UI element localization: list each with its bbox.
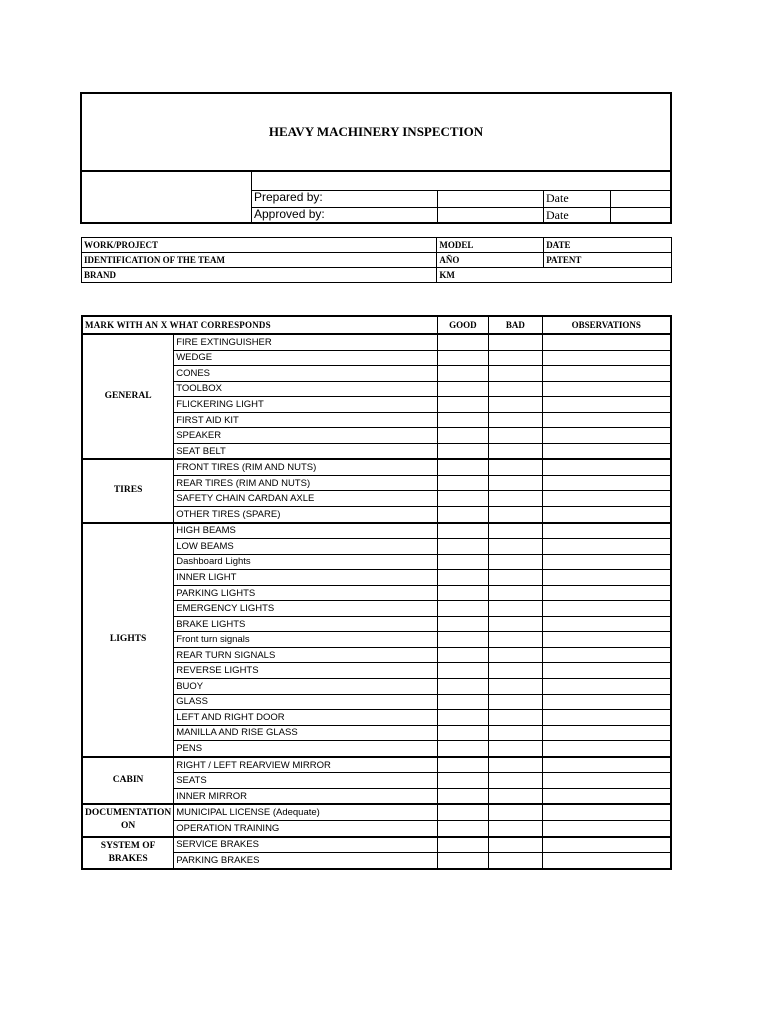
good-cell[interactable] — [437, 710, 489, 726]
bad-cell[interactable] — [489, 741, 542, 757]
category-name: GENERAL — [104, 391, 152, 402]
bad-cell[interactable] — [489, 570, 542, 586]
bad-cell[interactable] — [489, 523, 542, 539]
team-id-label: IDENTIFICATION OF THE TEAM — [82, 253, 437, 268]
observations-cell[interactable] — [542, 507, 671, 523]
category-label — [82, 459, 174, 522]
observations-cell[interactable] — [542, 334, 671, 350]
bad-header: BAD — [489, 316, 542, 334]
good-cell[interactable] — [437, 773, 489, 789]
year-label: AÑO — [437, 253, 544, 268]
observations-header: OBSERVATIONS — [542, 316, 671, 334]
good-cell[interactable] — [437, 679, 489, 695]
item-label: BRAKE LIGHTS — [174, 616, 437, 632]
category-label — [82, 804, 174, 836]
item-label: LEFT AND RIGHT DOOR — [174, 710, 437, 726]
bad-cell[interactable] — [489, 853, 542, 869]
observations-cell[interactable] — [542, 539, 671, 555]
bad-cell[interactable] — [489, 381, 542, 397]
category-name: TIRES — [113, 485, 143, 496]
bad-cell[interactable] — [489, 585, 542, 601]
observations-cell[interactable] — [542, 694, 671, 710]
item-label: Front turn signals — [174, 632, 437, 648]
category-name: LIGHTS — [109, 634, 147, 645]
category-label — [82, 837, 174, 869]
item-label: SPEAKER — [174, 428, 437, 444]
good-cell[interactable] — [437, 570, 489, 586]
good-cell[interactable] — [437, 366, 489, 382]
observations-cell[interactable] — [542, 428, 671, 444]
divider — [437, 190, 438, 222]
good-cell[interactable] — [437, 616, 489, 632]
category-name-line2: BRAKES — [108, 853, 148, 864]
good-cell[interactable] — [437, 334, 489, 350]
bad-cell[interactable] — [489, 757, 542, 773]
good-cell[interactable] — [437, 491, 489, 507]
observations-cell[interactable] — [542, 804, 671, 820]
good-cell[interactable] — [437, 412, 489, 428]
checklist-row — [82, 459, 671, 475]
info-table — [81, 237, 672, 283]
good-cell[interactable] — [437, 632, 489, 648]
bad-cell[interactable] — [489, 804, 542, 820]
divider — [610, 190, 611, 222]
observations-cell[interactable] — [542, 523, 671, 539]
good-cell[interactable] — [437, 820, 489, 836]
good-cell[interactable] — [437, 475, 489, 491]
bad-cell[interactable] — [489, 350, 542, 366]
observations-cell[interactable] — [542, 632, 671, 648]
patent-label: PATENT — [544, 253, 672, 268]
good-cell[interactable] — [437, 694, 489, 710]
observations-cell[interactable] — [542, 741, 671, 757]
divider — [82, 170, 670, 172]
good-header: GOOD — [437, 316, 489, 334]
item-label: TOOLBOX — [174, 381, 437, 397]
observations-cell[interactable] — [542, 725, 671, 741]
category-name: SYSTEM OF — [100, 840, 156, 851]
bad-cell[interactable] — [489, 632, 542, 648]
good-cell[interactable] — [437, 443, 489, 459]
bad-cell[interactable] — [489, 773, 542, 789]
observations-cell[interactable] — [542, 459, 671, 475]
info-row — [82, 253, 672, 268]
item-label: PENS — [174, 741, 437, 757]
item-label: PARKING LIGHTS — [174, 585, 437, 601]
good-cell[interactable] — [437, 647, 489, 663]
item-label: CONES — [174, 366, 437, 382]
bad-cell[interactable] — [489, 694, 542, 710]
divider — [251, 170, 252, 222]
observations-cell[interactable] — [542, 554, 671, 570]
bad-cell[interactable] — [489, 554, 542, 570]
category-label — [82, 523, 174, 757]
item-label: REAR TURN SIGNALS — [174, 647, 437, 663]
item-label: Dashboard Lights — [174, 554, 437, 570]
observations-cell[interactable] — [542, 663, 671, 679]
date-label-2: Date — [546, 208, 569, 222]
item-label: OTHER TIRES (SPARE) — [174, 507, 437, 523]
item-label: WEDGE — [174, 350, 437, 366]
observations-cell[interactable] — [542, 757, 671, 773]
category-name: CABIN — [112, 775, 144, 786]
prepared-by-label: Prepared by: — [254, 190, 323, 204]
observations-cell[interactable] — [542, 570, 671, 586]
model-label: MODEL — [437, 238, 544, 253]
good-cell[interactable] — [437, 663, 489, 679]
observations-cell[interactable] — [542, 820, 671, 836]
good-cell[interactable] — [437, 601, 489, 617]
bad-cell[interactable] — [489, 475, 542, 491]
observations-cell[interactable] — [542, 381, 671, 397]
bad-cell[interactable] — [489, 663, 542, 679]
checklist-row — [82, 334, 671, 350]
category-label — [82, 757, 174, 805]
bad-cell[interactable] — [489, 837, 542, 853]
good-cell[interactable] — [437, 507, 489, 523]
mark-header: MARK WITH AN X WHAT CORRESPONDS — [82, 316, 437, 334]
bad-cell[interactable] — [489, 459, 542, 475]
good-cell[interactable] — [437, 741, 489, 757]
bad-cell[interactable] — [489, 366, 542, 382]
observations-cell[interactable] — [542, 837, 671, 853]
item-label: LOW BEAMS — [174, 539, 437, 555]
item-label: OPERATION TRAINING — [174, 820, 437, 836]
date-label: DATE — [544, 238, 672, 253]
observations-cell[interactable] — [542, 585, 671, 601]
observations-cell[interactable] — [542, 647, 671, 663]
item-label: INNER MIRROR — [174, 788, 437, 804]
category-name-line2: ON — [120, 821, 136, 832]
bad-cell[interactable] — [489, 616, 542, 632]
work-project-label: WORK/PROJECT — [82, 238, 437, 253]
good-cell[interactable] — [437, 381, 489, 397]
checklist-header-row — [82, 316, 671, 334]
bad-cell[interactable] — [489, 412, 542, 428]
checklist-row — [82, 837, 671, 853]
good-cell[interactable] — [437, 585, 489, 601]
bad-cell[interactable] — [489, 491, 542, 507]
bad-cell[interactable] — [489, 820, 542, 836]
item-label: REVERSE LIGHTS — [174, 663, 437, 679]
good-cell[interactable] — [437, 837, 489, 853]
bad-cell[interactable] — [489, 539, 542, 555]
good-cell[interactable] — [437, 350, 489, 366]
brand-label: BRAND — [82, 268, 437, 283]
checklist-row — [82, 804, 671, 820]
bad-cell[interactable] — [489, 397, 542, 413]
bad-cell[interactable] — [489, 679, 542, 695]
good-cell[interactable] — [437, 397, 489, 413]
document-title: HEAVY MACHINERY INSPECTION — [268, 124, 484, 139]
observations-cell[interactable] — [542, 412, 671, 428]
item-label: HIGH BEAMS — [174, 523, 437, 539]
observations-cell[interactable] — [542, 616, 671, 632]
good-cell[interactable] — [437, 459, 489, 475]
item-label: MUNICIPAL LICENSE (Adequate) — [174, 804, 437, 820]
observations-cell[interactable] — [542, 491, 671, 507]
item-label: FIRST AID KIT — [174, 412, 437, 428]
item-label: PARKING BRAKES — [174, 853, 437, 869]
checklist-row — [82, 523, 671, 539]
item-label: INNER LIGHT — [174, 570, 437, 586]
checklist-table — [81, 315, 672, 870]
item-label: SEAT BELT — [174, 443, 437, 459]
item-label: GLASS — [174, 694, 437, 710]
observations-cell[interactable] — [542, 475, 671, 491]
category-name: DOCUMENTATION — [85, 808, 172, 819]
good-cell[interactable] — [437, 539, 489, 555]
bad-cell[interactable] — [489, 725, 542, 741]
good-cell[interactable] — [437, 554, 489, 570]
observations-cell[interactable] — [542, 773, 671, 789]
bad-cell[interactable] — [489, 788, 542, 804]
good-cell[interactable] — [437, 853, 489, 869]
observations-cell[interactable] — [542, 679, 671, 695]
observations-cell[interactable] — [542, 788, 671, 804]
date-label-1: Date — [546, 191, 569, 205]
observations-cell[interactable] — [542, 443, 671, 459]
bad-cell[interactable] — [489, 334, 542, 350]
bad-cell[interactable] — [489, 507, 542, 523]
item-label: SERVICE BRAKES — [174, 837, 437, 853]
item-label: EMERGENCY LIGHTS — [174, 601, 437, 617]
bad-cell[interactable] — [489, 428, 542, 444]
good-cell[interactable] — [437, 428, 489, 444]
observations-cell[interactable] — [542, 601, 671, 617]
km-label: KM — [437, 268, 672, 283]
bad-cell[interactable] — [489, 601, 542, 617]
item-label: FRONT TIRES (RIM AND NUTS) — [174, 459, 437, 475]
observations-cell[interactable] — [542, 397, 671, 413]
item-label: RIGHT / LEFT REARVIEW MIRROR — [174, 757, 437, 773]
bad-cell[interactable] — [489, 710, 542, 726]
bad-cell[interactable] — [489, 443, 542, 459]
observations-cell[interactable] — [542, 366, 671, 382]
item-label: MANILLA AND RISE GLASS — [174, 725, 437, 741]
good-cell[interactable] — [437, 725, 489, 741]
category-label — [82, 334, 174, 459]
checklist-row — [82, 757, 671, 773]
approved-by-label: Approved by: — [254, 207, 325, 221]
info-row — [82, 238, 672, 253]
good-cell[interactable] — [437, 804, 489, 820]
info-row — [82, 268, 672, 283]
item-label: SAFETY CHAIN CARDAN AXLE — [174, 491, 437, 507]
header-box — [80, 92, 672, 224]
good-cell[interactable] — [437, 523, 489, 539]
item-label: SEATS — [174, 773, 437, 789]
good-cell[interactable] — [437, 788, 489, 804]
observations-cell[interactable] — [542, 710, 671, 726]
observations-cell[interactable] — [542, 350, 671, 366]
bad-cell[interactable] — [489, 647, 542, 663]
divider — [543, 190, 544, 222]
item-label: BUOY — [174, 679, 437, 695]
item-label: REAR TIRES (RIM AND NUTS) — [174, 475, 437, 491]
item-label: FIRE EXTINGUISHER — [174, 334, 437, 350]
observations-cell[interactable] — [542, 853, 671, 869]
good-cell[interactable] — [437, 757, 489, 773]
item-label: FLICKERING LIGHT — [174, 397, 437, 413]
